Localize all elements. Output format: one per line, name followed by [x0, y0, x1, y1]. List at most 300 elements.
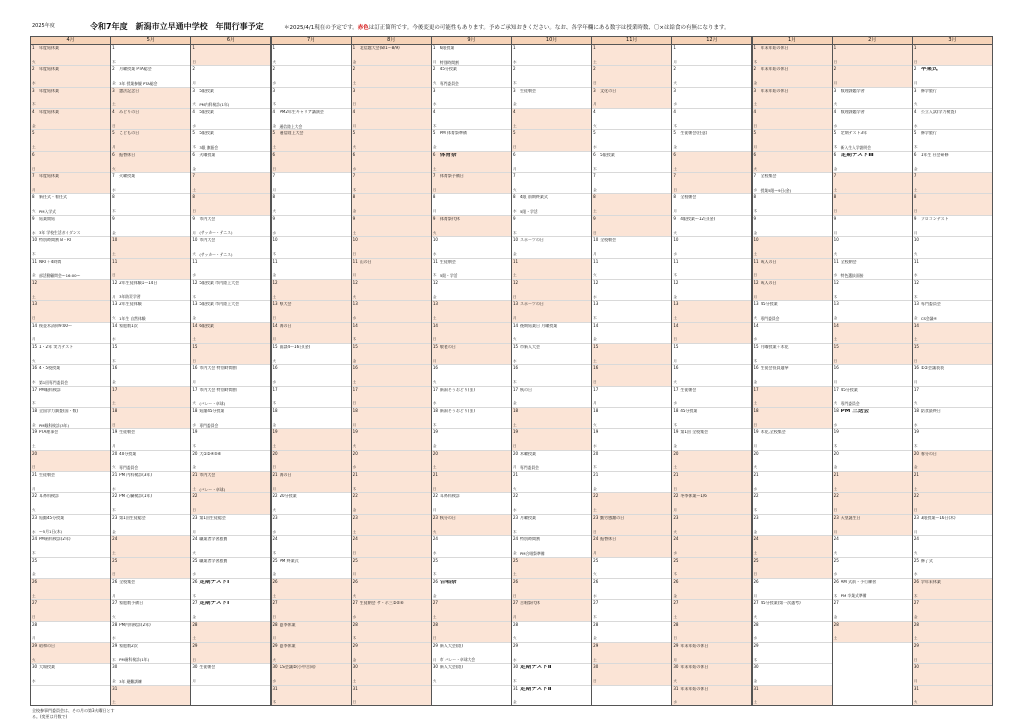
weekday: 月: [753, 145, 758, 150]
event-text: 秋分の日: [439, 515, 456, 520]
day-number: 29: [513, 642, 519, 648]
day-row: [272, 493, 351, 514]
weekday: 木: [513, 230, 517, 235]
weekday: 月: [593, 102, 597, 107]
event-text: 始業開始: [39, 216, 55, 221]
event-text: 市内大会: [199, 473, 216, 478]
event-text: 第1回生徒総会: [199, 515, 226, 520]
day-number: 14: [673, 322, 679, 328]
day-row: [352, 579, 431, 600]
day-number: 27: [192, 600, 198, 606]
day-number: 11: [352, 258, 358, 264]
weekday: 火: [272, 209, 277, 214]
day-number: 8: [753, 194, 757, 200]
day-row: [111, 493, 190, 514]
day-number: 9: [32, 215, 35, 221]
day-row: [672, 88, 751, 109]
weekday: 金: [513, 550, 517, 555]
weekday: 水: [673, 251, 677, 256]
event-text: 体育祭代休: [439, 216, 460, 221]
weekday: 日: [593, 230, 597, 235]
day-number: 22: [192, 493, 198, 499]
day-number: 26: [32, 578, 38, 584]
day-row: [432, 152, 511, 173]
event-text: 全校集会: [760, 174, 777, 179]
day-number: 31: [753, 685, 759, 691]
day-number: 16: [753, 365, 759, 371]
day-number: 16: [352, 365, 358, 371]
weekday: 木: [753, 209, 758, 214]
weekday: 水: [673, 102, 677, 107]
weekday: 日: [192, 508, 196, 513]
weekday: 日: [352, 251, 357, 256]
event-subtext: 第1回専門委員会: [39, 379, 68, 385]
event-subtext: 部活動顧問会〜16:00〜: [39, 273, 81, 279]
fiscal-year-label: 2025年度: [32, 23, 55, 29]
month-column: [190, 36, 271, 706]
event-text: 定期テストⅡ: [520, 665, 552, 671]
event-text: 職業者学習旅費: [199, 558, 228, 563]
day-number: 2: [192, 66, 195, 72]
event-text: 第1回 全校集会: [680, 430, 709, 435]
day-row: [31, 622, 110, 643]
day-number: 21: [432, 472, 438, 478]
day-number: 12: [833, 279, 839, 285]
day-number: 16: [112, 365, 118, 371]
weekday: 火: [352, 294, 357, 299]
day-row: [352, 130, 431, 151]
day-number: 30: [753, 664, 759, 670]
day-row: [672, 280, 751, 301]
weekday: 水: [112, 486, 116, 491]
day-row: [592, 622, 671, 643]
event-subtext: 専門委員会: [520, 465, 539, 471]
day-row: [753, 558, 832, 579]
day-number: 1: [352, 45, 356, 50]
event-text: 4限 前期終業式: [520, 195, 548, 200]
day-row: [31, 237, 110, 258]
weekday: 木: [272, 251, 277, 256]
day-row: [672, 643, 751, 664]
day-row: [191, 429, 270, 450]
day-number: 16: [432, 365, 438, 371]
weekday: 日: [352, 102, 357, 107]
event-text: 5限授業: [199, 131, 214, 136]
event-subtext: 1年生 自然体験: [119, 315, 146, 321]
event-text: 生徒朝会: [199, 665, 216, 670]
event-text: 生徒朝会: [680, 387, 697, 392]
weekday: 火: [192, 251, 196, 256]
day-number: 28: [753, 621, 759, 627]
day-number: 17: [352, 386, 358, 392]
day-number: 2: [913, 66, 917, 72]
day-number: 14: [432, 322, 438, 328]
weekday: 金: [833, 166, 838, 171]
day-row: [31, 301, 110, 322]
day-number: 7: [352, 173, 356, 179]
weekday: 火: [513, 486, 517, 491]
day-number: 20: [192, 450, 198, 456]
weekday: 水: [432, 251, 437, 256]
weekday: 日: [192, 657, 196, 662]
event-text: 憲法記念日: [119, 88, 140, 93]
day-row: [833, 558, 912, 579]
day-row: [352, 622, 431, 643]
day-row: [512, 600, 591, 621]
weekday: 土: [513, 273, 517, 278]
day-number: 27: [673, 600, 679, 606]
day-number: 28: [112, 621, 118, 627]
event-text: 通信陸上大会: [279, 131, 304, 136]
day-number: 3: [833, 87, 837, 93]
weekday: 木: [753, 508, 758, 513]
day-number: 29: [272, 642, 278, 648]
weekday: 日: [513, 145, 517, 150]
day-row: [432, 429, 511, 450]
weekday: 日: [913, 59, 918, 64]
day-number: 17: [192, 386, 198, 392]
weekday: 木: [352, 486, 357, 491]
weekday: 土: [32, 145, 36, 150]
weekday: 火: [432, 81, 437, 86]
weekday: 月: [673, 59, 677, 64]
day-row: [272, 579, 351, 600]
day-row: [352, 259, 431, 280]
day-row: [753, 493, 832, 514]
event-text: PM内科検診(2年): [119, 622, 151, 627]
event-text: 年末年始の休日: [680, 686, 709, 691]
day-number: 20: [432, 450, 438, 456]
month-column: [832, 36, 913, 706]
day-number: 4: [112, 109, 115, 115]
day-number: 7: [593, 173, 596, 179]
day-number: 13: [753, 301, 759, 307]
weekday: 火: [432, 529, 437, 534]
weekday: 金: [833, 316, 838, 320]
day-row: [272, 194, 351, 215]
day-row: [592, 259, 671, 280]
weekday: 土: [272, 444, 277, 449]
weekday: 月: [673, 508, 677, 513]
day-number: 6: [753, 151, 757, 157]
event-text: 学年末休業: [920, 579, 941, 584]
day-row: [592, 194, 671, 215]
day-row: [272, 664, 351, 685]
weekday: 火: [673, 380, 677, 385]
day-number: 31: [112, 685, 118, 691]
day-number: 10: [32, 237, 38, 243]
day-number: 12: [272, 279, 278, 285]
day-number: 25: [352, 557, 358, 563]
weekday: 日: [112, 273, 116, 278]
day-number: 1: [593, 45, 596, 50]
event-text: こどもの日: [119, 131, 140, 136]
day-row: [833, 301, 912, 322]
event-text: 生徒会役員選挙: [760, 366, 789, 371]
event-text: PM 心臓検診(1年): [119, 494, 152, 499]
weekday: 火: [593, 123, 597, 128]
day-number: 24: [913, 536, 919, 542]
weekday: 木: [513, 529, 517, 534]
weekday: 土: [352, 81, 357, 86]
event-text: 火曜授業: [199, 152, 216, 157]
weekday: 金: [352, 59, 357, 64]
day-number: 3: [112, 87, 115, 93]
weekday: 火: [513, 187, 517, 192]
day-number: 4: [513, 109, 516, 115]
day-row: [753, 472, 832, 493]
day-number: 14: [272, 322, 278, 328]
day-number: 20: [32, 450, 38, 456]
weekday: 月: [593, 251, 597, 256]
day-row: [512, 643, 591, 664]
weekday: 月: [432, 59, 437, 64]
weekday: 水: [32, 380, 36, 385]
day-number: 19: [513, 429, 519, 435]
day-row: [592, 664, 671, 685]
day-number: 13: [32, 301, 38, 307]
day-row: [672, 515, 751, 536]
day-number: 28: [673, 621, 679, 627]
day-row: [672, 600, 751, 621]
event-text: 年度始休業: [39, 88, 59, 93]
day-number: 8: [432, 194, 436, 200]
month-column: [591, 36, 672, 706]
day-row: [352, 643, 431, 664]
day-number: 16: [513, 365, 519, 371]
day-number: 24: [112, 536, 118, 542]
day-row: [833, 579, 912, 600]
day-row: [592, 600, 671, 621]
weekday: 木: [593, 465, 597, 470]
day-row: [191, 344, 270, 365]
weekday: 木: [833, 444, 838, 449]
weekday: 火: [833, 251, 838, 256]
event-text: 数理課題学習: [840, 88, 865, 93]
event-text: AM 式前・予行練習: [840, 579, 877, 584]
weekday: 日: [753, 123, 758, 128]
day-number: 24: [753, 536, 759, 542]
weekday: 土: [513, 572, 517, 577]
day-number: 15: [753, 343, 759, 349]
day-number: 5: [352, 130, 356, 136]
event-text: 成人の日: [760, 280, 777, 285]
day-row: [753, 365, 832, 386]
weekday: 金: [673, 294, 677, 299]
day-number: 10: [753, 237, 759, 243]
day-row: [592, 579, 671, 600]
weekday: 火: [513, 337, 517, 342]
day-row: [833, 493, 912, 514]
day-number: 9: [513, 215, 516, 221]
day-number: 5: [513, 130, 516, 136]
day-row: [111, 622, 190, 643]
day-number: 3: [272, 87, 276, 93]
day-number: 11: [432, 258, 438, 264]
day-row: [31, 579, 110, 600]
weekday: 木: [513, 679, 517, 684]
weekday: 木: [833, 294, 838, 299]
weekday: 水: [352, 465, 357, 470]
event-text: 市内大会 特別時間割: [199, 366, 237, 371]
weekday: 火: [352, 145, 357, 150]
weekday: 金: [673, 145, 677, 150]
weekday: 月: [32, 486, 36, 491]
day-row: [753, 66, 832, 87]
month-header: 9月: [432, 37, 511, 45]
day-number: 30: [32, 664, 38, 670]
event-subtext: (バレー・卓球): [199, 486, 226, 492]
day-number: 22: [833, 493, 839, 499]
weekday: 月: [913, 679, 918, 684]
weekday: 月: [192, 380, 196, 385]
weekday: 日: [673, 636, 677, 641]
day-number: 26: [432, 578, 438, 584]
day-row: [432, 45, 511, 66]
event-text: 公立入試(学力検査): [920, 110, 956, 115]
weekday: 木: [192, 444, 196, 449]
weekday: 木: [32, 550, 36, 555]
day-row: [592, 429, 671, 450]
day-number: 12: [593, 279, 599, 285]
day-row: [512, 66, 591, 87]
weekday: 日: [833, 209, 838, 214]
day-number: 7: [272, 173, 276, 179]
day-number: 10: [673, 237, 679, 243]
day-number: 11: [673, 258, 679, 264]
day-row: [272, 558, 351, 579]
weekday: 日: [112, 422, 116, 427]
day-row: [913, 109, 992, 130]
event-text: 新潟そうおどり(ま): [439, 387, 475, 392]
day-row: [592, 515, 671, 536]
day-number: 5: [753, 130, 757, 136]
event-text: 職業者学習旅費: [199, 537, 228, 542]
day-row: [753, 237, 832, 258]
day-number: 13: [272, 301, 278, 307]
weekday: 水: [272, 81, 277, 86]
day-number: 15: [833, 343, 839, 349]
weekday: 日: [913, 358, 918, 363]
day-number: 14: [913, 322, 919, 328]
day-number: 29: [593, 642, 599, 648]
day-row: [672, 387, 751, 408]
day-number: 4: [593, 109, 596, 115]
weekday: 木: [272, 700, 277, 705]
weekday: 土: [352, 679, 357, 684]
month-column: [431, 36, 512, 706]
day-number: 12: [513, 279, 519, 285]
weekday: 水: [432, 401, 437, 406]
weekday: 日: [753, 273, 758, 278]
day-row: [592, 66, 671, 87]
day-row: [672, 45, 751, 66]
day-row: [913, 216, 992, 237]
weekday: 木: [833, 593, 838, 598]
weekday: 水: [112, 636, 116, 641]
day-row: [512, 216, 591, 237]
event-text: 全校集会: [119, 579, 136, 584]
day-row: [352, 600, 431, 621]
weekday: 水: [32, 230, 36, 235]
weekday: 土: [833, 187, 838, 192]
day-number: 27: [513, 600, 519, 606]
day-row: [352, 558, 431, 579]
weekday: 木: [112, 358, 116, 363]
weekday: 木: [593, 614, 597, 619]
day-number: 18: [913, 408, 919, 414]
weekday: 金: [32, 572, 36, 577]
weekday: 月: [833, 230, 838, 235]
event-text: 体育祭予備日: [439, 174, 464, 179]
day-row: [191, 515, 270, 536]
day-row: [191, 579, 270, 600]
event-text: 海の日: [279, 473, 292, 478]
day-row: [833, 152, 912, 173]
day-row: [672, 301, 751, 322]
day-number: 1: [913, 45, 917, 50]
day-number: 9: [593, 215, 596, 221]
event-text: 定期テストⅡ: [520, 686, 552, 692]
weekday: 月: [432, 508, 437, 513]
day-row: [512, 365, 591, 386]
weekday: 月: [192, 529, 196, 534]
day-number: 26: [913, 578, 919, 584]
day-row: [111, 579, 190, 600]
day-row: [592, 301, 671, 322]
day-number: 4: [192, 109, 195, 115]
day-number: 20: [593, 450, 599, 456]
weekday: 土: [753, 102, 758, 107]
weekday: 土: [913, 187, 918, 192]
day-row: [753, 173, 832, 194]
day-row: [352, 515, 431, 536]
day-number: 9: [753, 215, 757, 221]
event-text: 修学旅行: [920, 131, 937, 136]
event-text: 新潟そうおどり(ま): [439, 409, 475, 414]
day-number: 17: [513, 386, 519, 392]
day-number: 18: [272, 408, 278, 414]
day-number: 1: [32, 45, 35, 50]
day-row: [111, 686, 190, 706]
event-text: 桜並木清掃9:00〜: [39, 323, 72, 328]
day-row: [352, 408, 431, 429]
day-number: 23: [352, 514, 358, 520]
weekday: 日: [833, 358, 838, 363]
day-number: 29: [192, 642, 198, 648]
day-number: 12: [432, 279, 438, 285]
day-row: [111, 558, 190, 579]
weekday: 金: [272, 422, 277, 427]
day-number: 6: [593, 151, 596, 157]
day-number: 22: [352, 493, 358, 499]
event-subtext: 〜5月1日(木): [39, 529, 62, 535]
month-column: [511, 36, 592, 706]
weekday: 木: [272, 401, 277, 406]
day-number: 21: [32, 472, 38, 478]
day-number: 6: [673, 151, 676, 157]
weekday: 金: [272, 572, 277, 577]
weekday: 金: [352, 508, 357, 513]
day-row: [191, 622, 270, 643]
weekday: 水: [32, 81, 36, 86]
weekday: 日: [913, 209, 918, 214]
day-row: [833, 365, 912, 386]
event-text: 1・2年 実力テスト: [39, 344, 74, 349]
day-number: 11: [272, 258, 278, 264]
weekday: 火: [32, 508, 36, 513]
day-row: [913, 194, 992, 215]
